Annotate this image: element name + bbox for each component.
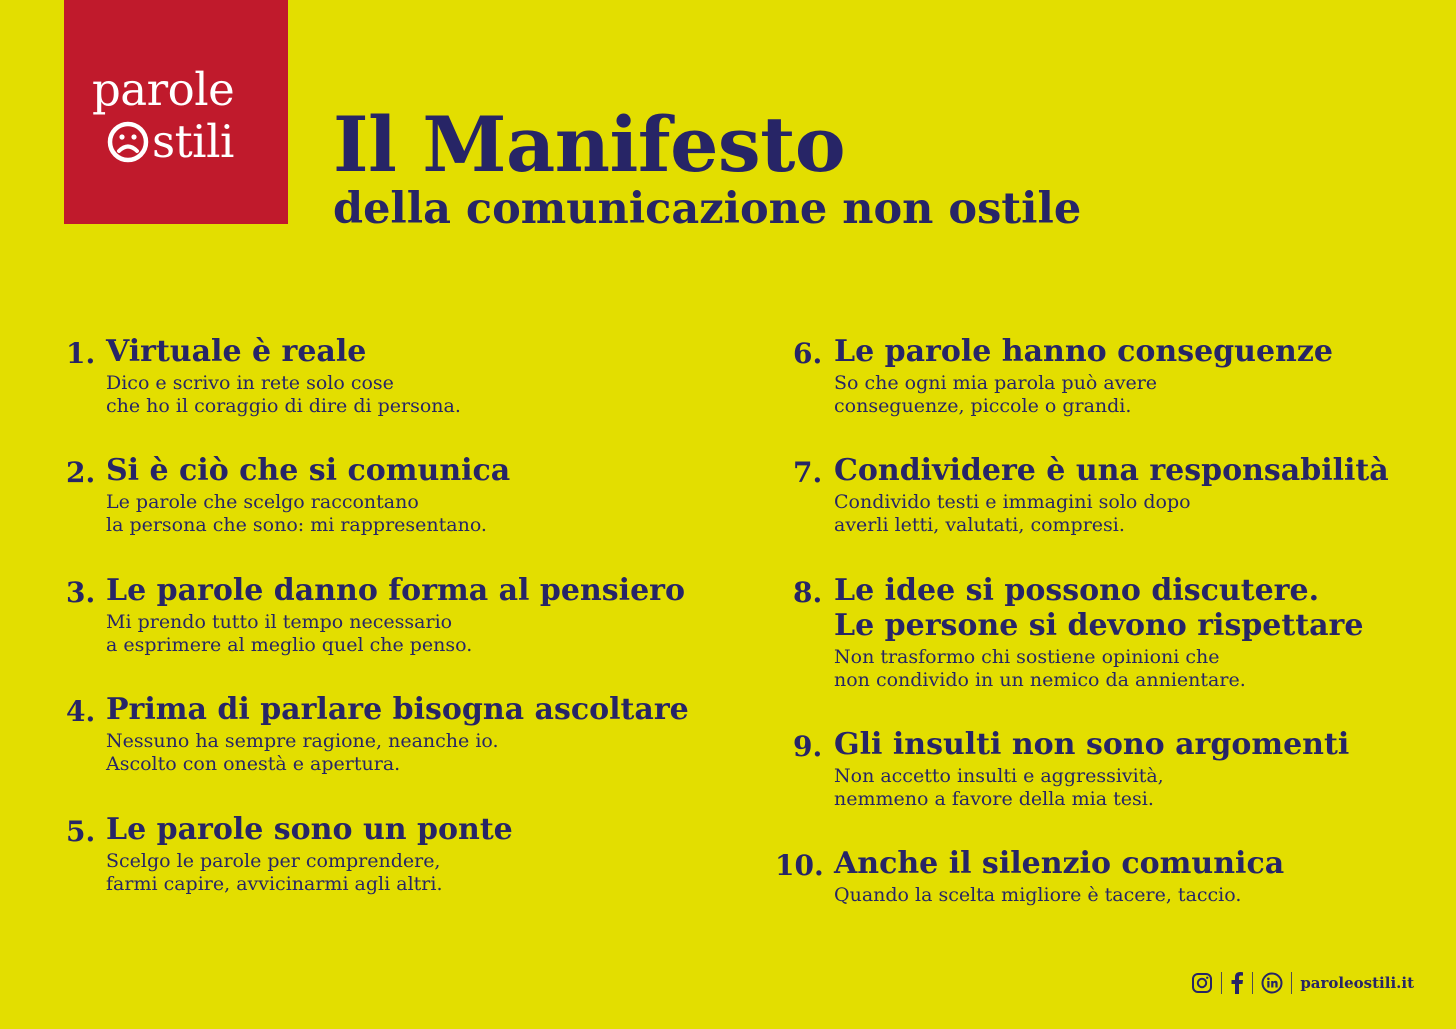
- footer: [1191, 969, 1414, 997]
- item-heading: Le parole hanno conseguenze: [834, 334, 1333, 369]
- manifesto-item-4: [66, 692, 689, 775]
- page-subtitle: della comunicazione non ostile: [333, 184, 1082, 234]
- item-desc-line: non condivido in un nemico da annientare.: [834, 668, 1246, 691]
- item-desc-line: conseguenze, piccole o grandi.: [834, 394, 1132, 417]
- item-heading: Prima di parlare bisogna ascoltare: [106, 692, 689, 727]
- logo-line2-text: stili: [152, 115, 234, 168]
- item-number: 4.: [66, 695, 96, 728]
- manifesto-item-7: [793, 453, 1389, 536]
- footer-divider: [1291, 972, 1292, 994]
- item-heading: Le parole sono un ponte: [106, 812, 513, 847]
- item-heading: Le parole danno forma al pensiero: [106, 573, 685, 608]
- item-desc-line: a esprimere al meglio quel che penso.: [106, 633, 473, 656]
- item-desc-line: averli letti, valutati, compresi.: [834, 513, 1125, 536]
- logo-line1: parole: [92, 63, 235, 116]
- manifesto-item-1: [66, 334, 461, 417]
- item-heading: Condividere è una responsabilità: [834, 453, 1389, 488]
- item-number: 1.: [66, 337, 96, 370]
- item-desc-line: che ho il coraggio di dire di persona.: [106, 394, 461, 417]
- item-heading: Anche il silenzio comunica: [834, 846, 1285, 881]
- facebook-icon[interactable]: [1230, 972, 1244, 994]
- manifesto-item-3: [66, 573, 685, 656]
- item-desc-line: Le parole che scelgo raccontano: [106, 491, 419, 513]
- item-desc-line: Non trasformo chi sostiene opinioni che: [834, 646, 1220, 668]
- item-desc-line: nemmeno a favore della mia tesi.: [834, 787, 1154, 810]
- item-heading: Virtuale è reale: [106, 334, 367, 369]
- manifesto-item-2: [66, 453, 511, 536]
- manifesto-item-9: [793, 727, 1350, 810]
- item-desc-line: So che ogni mia parola può avere: [834, 372, 1158, 394]
- item-number: 7.: [793, 456, 823, 489]
- linkedin-icon[interactable]: [1261, 972, 1283, 994]
- item-number: 8.: [793, 576, 823, 609]
- item-desc-line: Condivido testi e immagini solo dopo: [834, 491, 1191, 513]
- item-desc-line: la persona che sono: mi rappresentano.: [106, 513, 487, 536]
- item-heading: Gli insulti non sono argomenti: [834, 727, 1350, 762]
- item-number: 3.: [66, 576, 96, 609]
- item-number: 5.: [66, 815, 96, 848]
- item-heading: Le idee si possono discutere.: [834, 573, 1320, 608]
- item-heading: Si è ciò che si comunica: [106, 453, 511, 488]
- item-number: 2.: [66, 456, 96, 489]
- manifesto-item-5: [66, 812, 513, 895]
- item-number: 10.: [775, 849, 824, 882]
- item-number: 9.: [793, 730, 823, 763]
- manifesto-item-6: [793, 334, 1333, 417]
- item-heading-line2: Le persone si devono rispettare: [834, 608, 1364, 643]
- page-title: Il Manifesto: [333, 100, 846, 189]
- item-desc-line: farmi capire, avvicinarmi agli altri.: [106, 872, 443, 895]
- manifesto-item-8: [793, 573, 1364, 691]
- item-desc-line: Quando la scelta migliore è tacere, taccio.: [834, 884, 1242, 906]
- item-desc-line: Ascolto con onestà e apertura.: [106, 752, 401, 775]
- item-desc-line: Scelgo le parole per comprendere,: [106, 850, 441, 872]
- logo-line2: [106, 115, 234, 168]
- frown-face-icon: [106, 120, 150, 164]
- logo: [64, 0, 288, 224]
- footer-divider: [1221, 972, 1222, 994]
- item-desc-line: Non accetto insulti e aggressività,: [834, 765, 1164, 787]
- instagram-icon[interactable]: [1191, 972, 1213, 994]
- footer-divider: [1252, 972, 1253, 994]
- website-link[interactable]: paroleostili.it: [1300, 974, 1414, 992]
- item-desc-line: Dico e scrivo in rete solo cose: [106, 372, 394, 394]
- item-number: 6.: [793, 337, 823, 370]
- item-desc-line: Mi prendo tutto il tempo necessario: [106, 611, 453, 633]
- manifesto-item-10: [775, 846, 1285, 907]
- item-desc-line: Nessuno ha sempre ragione, neanche io.: [106, 730, 499, 752]
